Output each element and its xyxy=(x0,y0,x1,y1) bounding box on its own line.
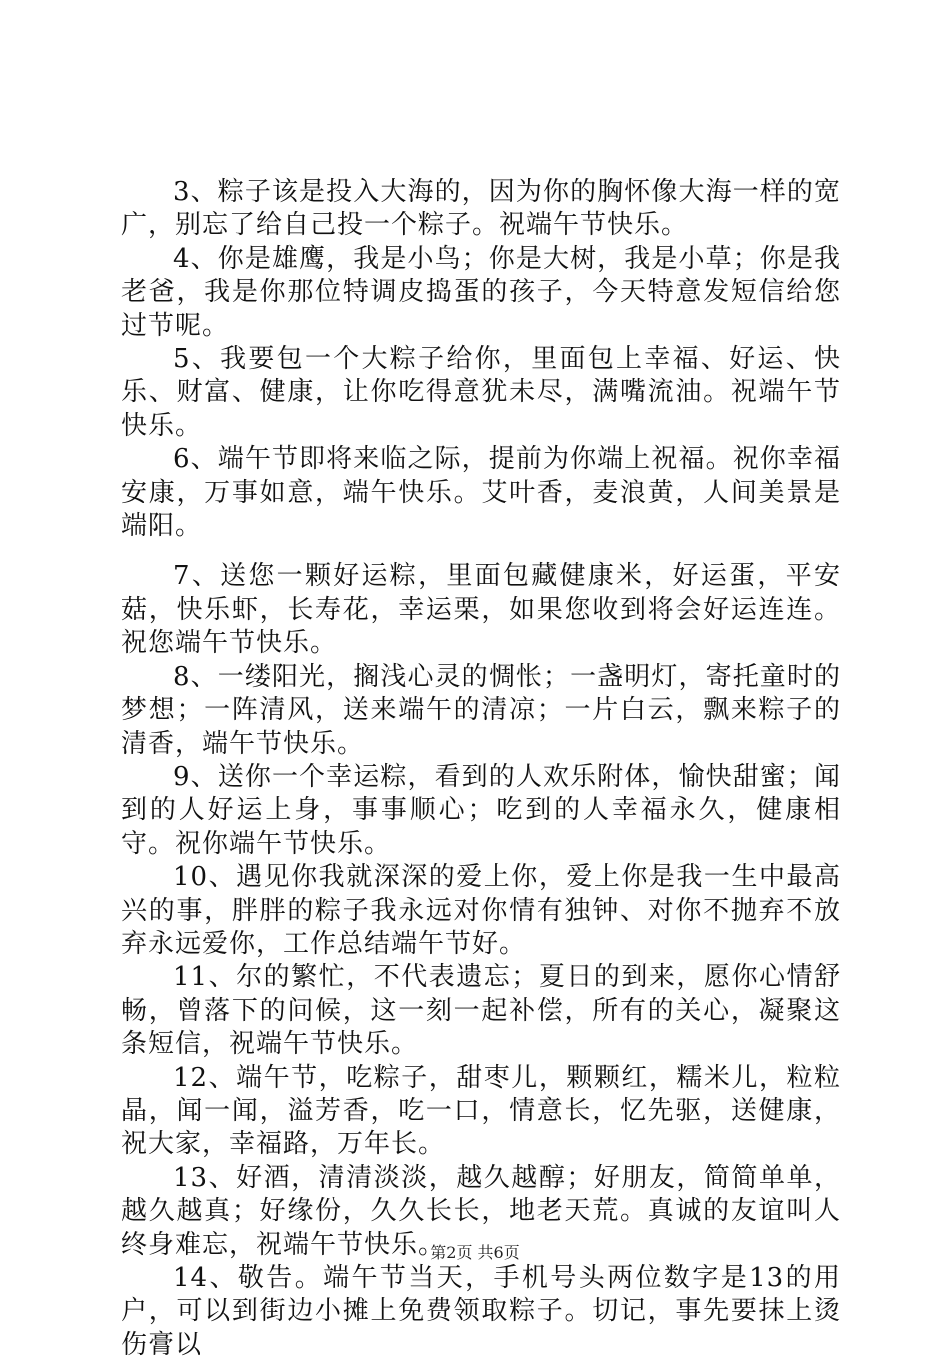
paragraph-6: 6、端午节即将来临之际，提前为你端上祝福。祝你幸福安康，万事如意，端午快乐。艾叶香，麦浪黄，人间美景是端阳。 xyxy=(121,444,841,542)
page-number-footer: 第2页 共6页 xyxy=(430,1243,520,1262)
paragraph-4: 4、你是雄鹰，我是小鸟；你是大树，我是小草；你是我老爸，我是你那位特调皮捣蛋的孩子，今天特意发短信给您过节呢。 xyxy=(121,243,841,341)
paragraph-10: 10、遇见你我就深深的爱上你，爱上你是我一生中最高兴的事，胖胖的粽子我永远对你情有独钟、对你不抛弃不放弃永远爱你，工作总结端午节好。 xyxy=(121,862,841,959)
paragraph-12: 12、端午节，吃粽子，甜枣儿，颗颗红，糯米儿，粒粒晶，闻一闻，溢芳香，吃一口，情意长，忆先驱，送健康，祝大家，幸福路，万年长。 xyxy=(121,1062,841,1160)
paragraph-11: 11、尔的繁忙，不代表遗忘；夏日的到来，愿你心情舒畅，曾落下的问候，这一刻一起补偿，所有的关心，凝聚这条短信，祝端午节快乐。 xyxy=(121,962,841,1060)
paragraph-5: 5、我要包一个大粽子给你，里面包上幸福、好运、快乐、财富、健康，让你吃得意犹未尽，满嘴流油。祝端午节快乐。 xyxy=(121,344,841,441)
paragraph-7: 7、送您一颗好运粽，里面包藏健康米，好运蛋，平安菇，快乐虾，长寿花，幸运栗，如果您收到将会好运连连。祝您端午节快乐。 xyxy=(121,561,841,659)
paragraph-14: 14、敬告。端午节当天，手机号头两位数字是13的用户，可以到街边小摊上免费领取粽子。切记，事先要抹上烫伤膏以 xyxy=(121,1263,841,1360)
paragraph-3: 3、粽子该是投入大海的，因为你的胸怀像大海一样的宽广，别忘了给自己投一个粽子。祝端午节快乐。 xyxy=(121,177,841,241)
paragraph-13: 13、好酒，清清淡淡，越久越醇；好朋友，简简单单，越久越真；好缘份，久久长长，地老天荒。真诚的友谊叫人终身难忘，祝端午节快乐。 xyxy=(121,1162,841,1260)
paragraph-gap xyxy=(121,543,841,560)
paragraph-8: 8、一缕阳光，搁浅心灵的惆怅；一盏明灯，寄托童时的梦想；一阵清风，送来端午的清凉；一片白云，飘来粽子的清香，端午节快乐。 xyxy=(121,661,841,759)
document-body xyxy=(121,176,841,1362)
paragraph-9: 9、送你一个幸运粽，看到的人欢乐附体，愉快甜蜜；闻到的人好运上身，事事顺心；吃到的人幸福永久，健康相守。祝你端午节快乐。 xyxy=(121,761,841,859)
